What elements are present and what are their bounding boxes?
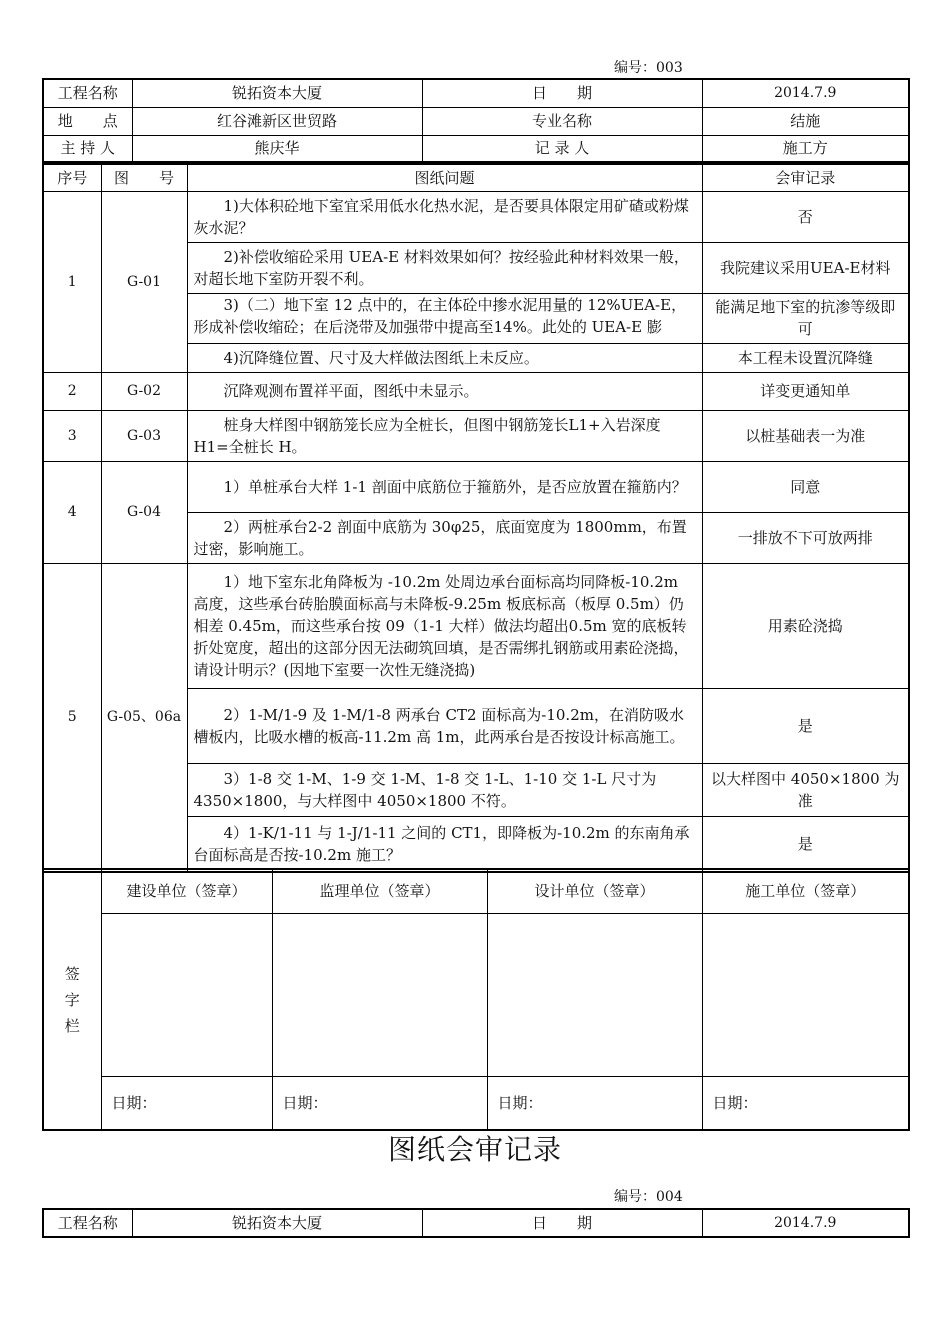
header-row [43, 107, 909, 135]
signature-space-row [43, 913, 909, 1076]
reply-text: 是 [702, 688, 909, 763]
issue-row [43, 191, 909, 242]
reply-text: 用素砼浇捣 [702, 563, 909, 688]
reply-text: 能满足地下室的抗渗等级即可 [702, 293, 909, 343]
reply-text: 本工程未设置沉降缝 [702, 343, 909, 372]
signature-label [43, 869, 101, 1130]
issue-text: 2）两桩承台2-2 剖面中底筋为 30φ25，底面宽度为 1800mm，布置过密，影响施工。 [187, 512, 702, 563]
header-row [43, 79, 909, 107]
header-row [43, 1209, 909, 1237]
header-label: 工程名称 [43, 79, 132, 107]
seq-cell: 5 [43, 563, 101, 872]
column-header-row [43, 164, 909, 191]
issue-text: 沉降观测布置祥平面，图纸中未显示。 [187, 372, 702, 410]
col-issue-header: 图纸问题 [187, 164, 702, 191]
issue-text: 2）1-M/1-9 及 1-M/1-8 两承台 CT2 面标高为-10.2m，在消防吸水槽板内，比吸水槽的板高-11.2m 高 1m，此两承台是否按设计标高施工。 [187, 688, 702, 763]
issue-text: 桩身大样图中钢筋笼长应为全桩长，但图中钢筋笼长L1+入岩深度 H1=全桩长 H。 [187, 410, 702, 461]
issue-text-clipped: 3)（二）地下室 12 点中的，在主体砼中掺水泥用量的 12%UEA-E，形成补偿收缩砼；在后浇带及加强带中提高至14%。此处的 UEA-E 膨 [193, 296, 687, 336]
seq-cell: 4 [43, 461, 101, 563]
header-label: 主 持 人 [43, 135, 132, 162]
issue-text: 3）1-8 交 1-M、1-9 交 1-M、1-8 交 1-L、1-10 交 1-L 尺寸为 4350×1800，与大样图中 4050×1800 不符。 [187, 763, 702, 816]
header-label: 专业名称 [422, 107, 702, 135]
reply-text: 同意 [702, 461, 909, 512]
header-table [42, 78, 910, 163]
header-label: 工程名称 [43, 1209, 132, 1237]
reply-text: 以桩基础表一为准 [702, 410, 909, 461]
header-row [43, 135, 909, 162]
date-label: 日期： [702, 1076, 909, 1130]
signature-table [42, 868, 910, 1131]
header-label: 日 期 [422, 79, 702, 107]
signature-date-row [43, 1076, 909, 1130]
reply-text: 以大样图中 4050×1800 为准 [702, 763, 909, 816]
issue-text: 4)沉降缝位置、尺寸及大样做法图纸上未反应。 [187, 343, 702, 372]
issue-text: 1)大体积砼地下室宜采用低水化热水泥，是否要具体限定用矿碴或粉煤灰水泥？ [187, 191, 702, 242]
reply-text: 是 [702, 816, 909, 872]
header-value: 2014.7.9 [702, 79, 909, 107]
unit-design: 设计单位（签章） [487, 869, 702, 913]
reply-text: 否 [702, 191, 909, 242]
issue-row [43, 410, 909, 461]
col-seq-header: 序号 [43, 164, 101, 191]
header-value: 结施 [702, 107, 909, 135]
reply-text: 我院建议采用UEA-E材料 [702, 242, 909, 293]
reply-text: 详变更通知单 [702, 372, 909, 410]
date-label: 日期： [272, 1076, 487, 1130]
unit-contractor: 施工单位（签章） [702, 869, 909, 913]
drawing-cell: G-03 [101, 410, 187, 461]
reply-text: 一排放不下可放两排 [702, 512, 909, 563]
drawing-cell: G-01 [101, 191, 187, 372]
header-value: 施工方 [702, 135, 909, 162]
signature-header-row [43, 869, 909, 913]
issue-text: 1）地下室东北角降板为 -10.2m 处周边承台面标高均同降板-10.2m 高度，这些承台砖胎膜面标高与未降板-9.25m 板底标高（板厚 0.5m）仍相差 0.45m，而这些承台按 09（1-1 大样）做法均超出0.5m 宽的底板转折处宽度，超出的这部分因无法砌筑回填，是否需绑扎钢筋或用素砼浇捣，请设计明示？(因地下室要一次性无缝浇捣) [187, 563, 702, 688]
seq-cell: 3 [43, 410, 101, 461]
drawing-cell: G-04 [101, 461, 187, 563]
header-value: 锐拓资本大厦 [132, 79, 422, 107]
serial-number: 编号：003 [614, 60, 683, 76]
header-value: 2014.7.9 [702, 1209, 909, 1237]
header-label: 记 录 人 [422, 135, 702, 162]
unit-supervision: 监理单位（签章） [272, 869, 487, 913]
issue-row [43, 372, 909, 410]
col-drawing-header: 图 号 [101, 164, 187, 191]
col-reply-header: 会审记录 [702, 164, 909, 191]
page-title: 图纸会审记录 [387, 1133, 562, 1166]
issue-row [43, 461, 909, 512]
unit-construction: 建设单位（签章） [101, 869, 272, 913]
signature-box[interactable] [101, 913, 272, 1076]
header-label: 日 期 [422, 1209, 702, 1237]
drawing-cell: G-02 [101, 372, 187, 410]
signature-box[interactable] [487, 913, 702, 1076]
drawing-cell: G-05、06a [101, 563, 187, 872]
signature-box[interactable] [272, 913, 487, 1076]
issue-text: 4）1-K/1-11 与 1-J/1-11 之间的 CT1，即降板为-10.2m 的东南角承台面标高是否按-10.2m 施工？ [187, 816, 702, 872]
signature-box[interactable] [702, 913, 909, 1076]
issue-text: 1）单桩承台大样 1-1 剖面中底筋位于箍筋外，是否应放置在箍筋内？ [187, 461, 702, 512]
issue-row [43, 563, 909, 688]
header-value: 红谷滩新区世贸路 [132, 107, 422, 135]
issue-text: 2)补偿收缩砼采用 UEA-E 材料效果如何？按经验此种材料效果一般，对超长地下室防开裂不利。 [187, 242, 702, 293]
date-label: 日期： [487, 1076, 702, 1130]
seq-cell: 2 [43, 372, 101, 410]
date-label: 日期： [101, 1076, 272, 1130]
issue-text [187, 293, 702, 343]
header-value: 熊庆华 [132, 135, 422, 162]
serial-number: 编号：004 [614, 1189, 683, 1205]
header-label: 地 点 [43, 107, 132, 135]
header-value: 锐拓资本大厦 [132, 1209, 422, 1237]
signature-label-text: 签字栏 [64, 964, 80, 1035]
header-table-2 [42, 1208, 910, 1238]
issues-table [42, 163, 910, 873]
seq-cell: 1 [43, 191, 101, 372]
